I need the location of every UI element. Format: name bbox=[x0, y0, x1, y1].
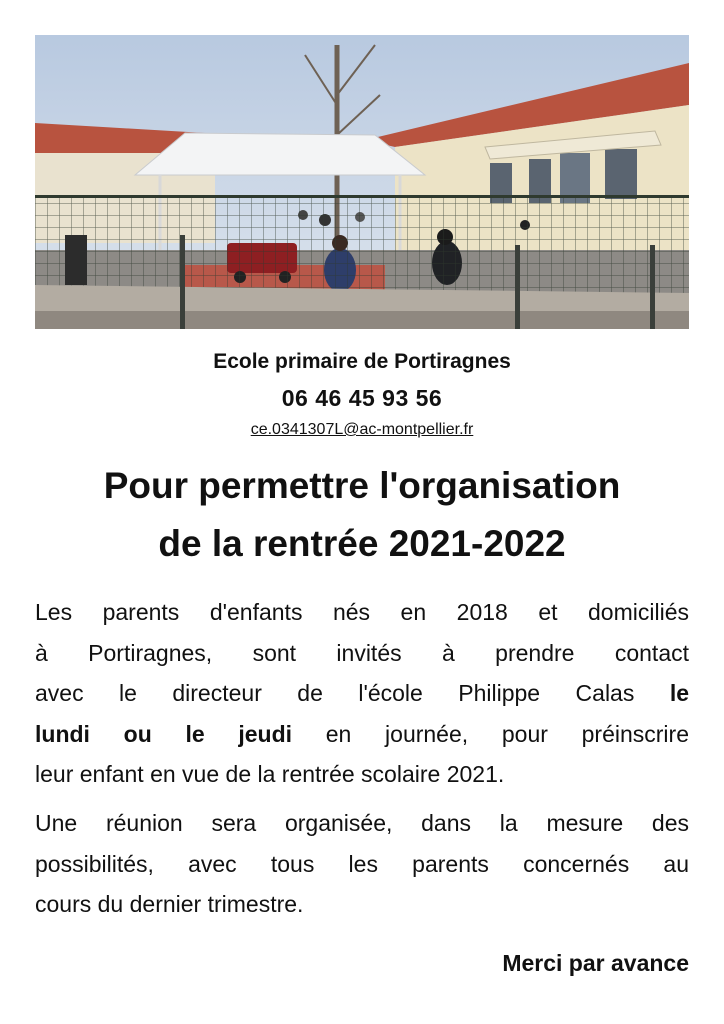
email-link[interactable]: ce.0341307L@ac-montpellier.fr bbox=[250, 421, 474, 438]
paragraph-text: avec le directeur de l'école Philippe Calas bbox=[35, 680, 670, 706]
school-name: Ecole primaire de Portiragnes bbox=[213, 350, 511, 373]
paragraph-line: Les parents d'enfants nés en 2018 et domiciliés bbox=[35, 599, 689, 625]
headline-line-1: Pour permettre l'organisation bbox=[103, 465, 621, 506]
headline-line-2: de la rentrée 2021-2022 bbox=[158, 523, 566, 564]
thanks-signoff: Merci par avance bbox=[502, 950, 689, 976]
meeting-paragraph bbox=[35, 803, 689, 925]
paragraph-line: à Portiragnes, sont invités à prendre contact bbox=[35, 639, 689, 666]
emphasis-text: le bbox=[669, 680, 689, 706]
paragraph-line: Une réunion sera organisée, dans la mesure des bbox=[35, 810, 689, 836]
school-courtyard-photo bbox=[35, 35, 689, 329]
paragraph-text: en journée, pour préinscrire bbox=[292, 720, 689, 747]
phone-number: 06 46 45 93 56 bbox=[281, 385, 443, 411]
paragraph-line: possibilités, avec tous les parents concernés au bbox=[35, 850, 689, 877]
paragraph-line bbox=[35, 714, 689, 755]
announcement-paragraph bbox=[35, 592, 689, 795]
email-line bbox=[0, 421, 724, 439]
paragraph-line: leur enfant en vue de la rentrée scolaire 2021. bbox=[35, 761, 505, 787]
paragraph-line bbox=[35, 673, 689, 714]
emphasis-text: lundi ou le jeudi bbox=[35, 720, 293, 747]
paragraph-line: cours du dernier trimestre. bbox=[35, 891, 304, 917]
